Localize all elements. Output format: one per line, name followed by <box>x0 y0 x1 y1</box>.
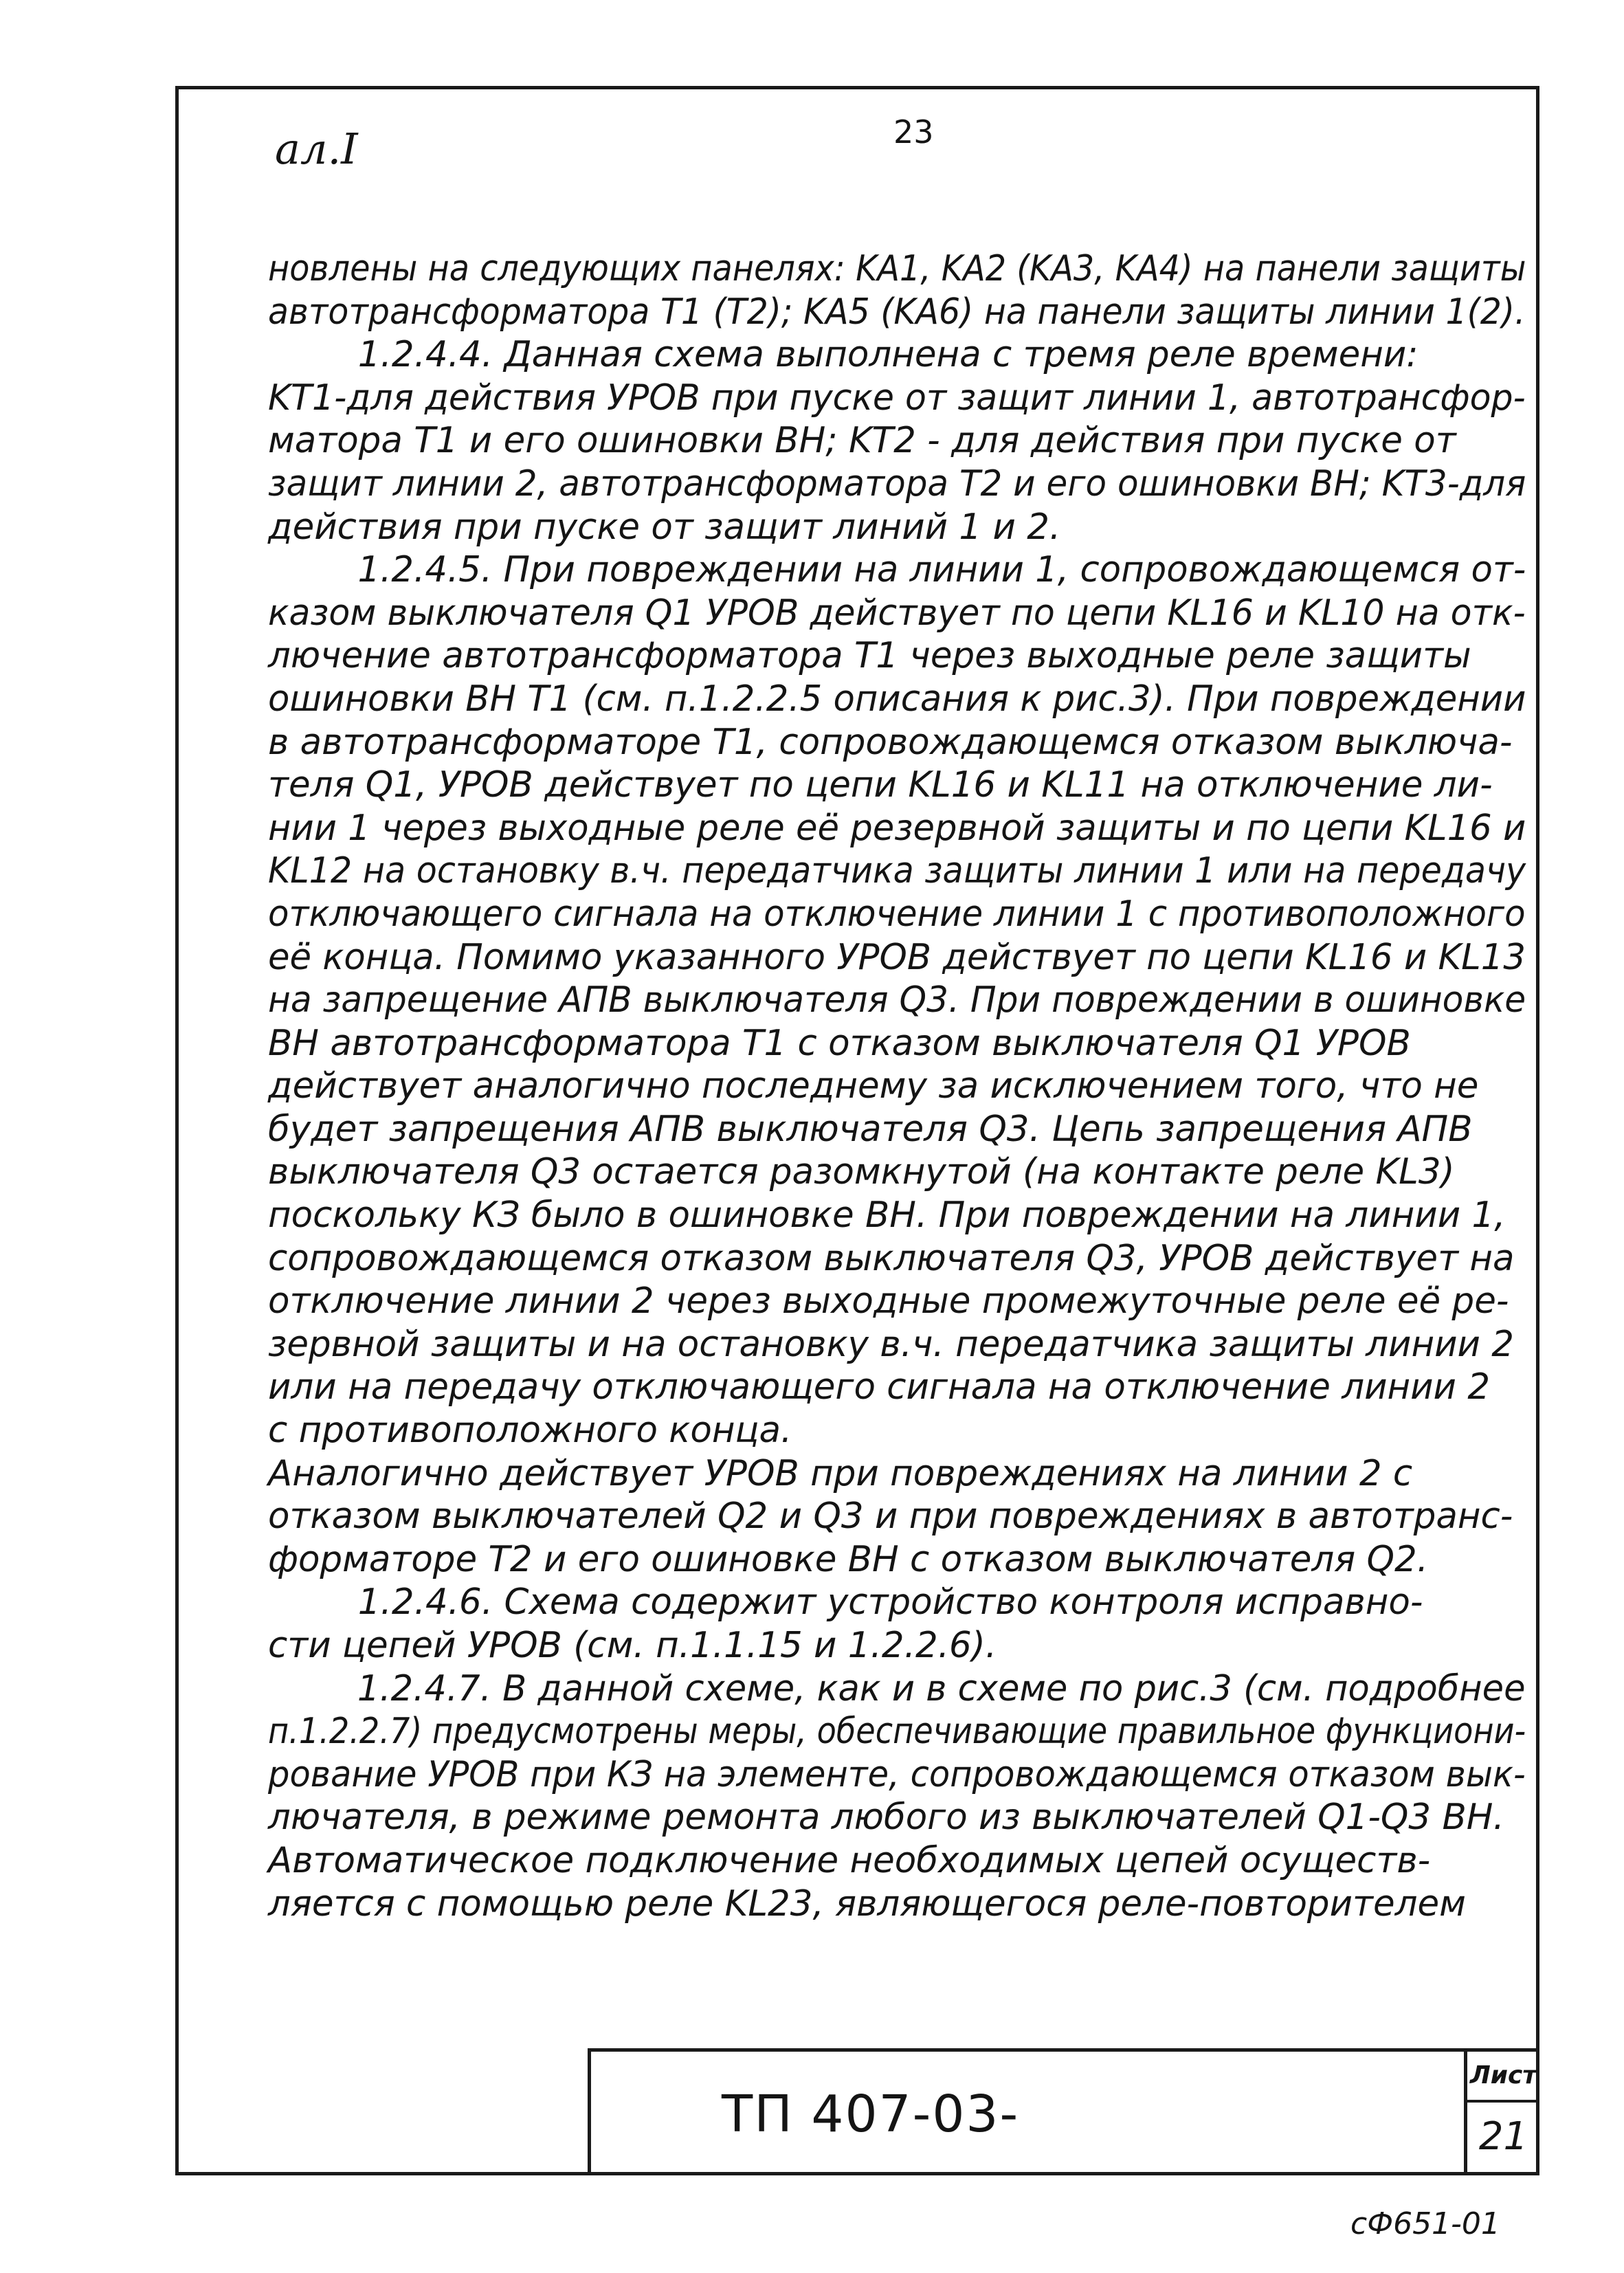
text-line: действует аналогично последнему за исключением того, что не <box>268 1065 1479 1107</box>
text-line: форматоре T2 и его ошиновке ВН с отказом выключателя Q2. <box>268 1538 1429 1580</box>
text-line: лючателя, в режиме ремонта любого из выключателей Q1-Q3 ВН. <box>268 1797 1504 1839</box>
text-line: будет запрещения АПВ выключателя Q3. Цепь запрещения АПВ <box>268 1108 1473 1150</box>
text-line: отключение линии 2 через выходные промежуточные реле её ре- <box>268 1280 1509 1322</box>
text-line: на запрещение АПВ выключателя Q3. При повреждении в ошиновке <box>268 979 1526 1021</box>
text-line: сти цепей УРОВ (см. п.1.1.15 и 1.2.2.6). <box>268 1625 997 1666</box>
text-line: отключающего сигнала на отключение линии 1 с противоположного <box>268 893 1526 935</box>
text-line: ляется с помощью реле KL23, являющегося реле-повторителем <box>268 1883 1466 1925</box>
text-line: теля Q1, УРОВ действует по цепи KL16 и KL11 на отключение ли- <box>268 764 1493 806</box>
sheet-label: Лист <box>1467 2052 1539 2103</box>
text-line: Аналогично действует УРОВ при повреждениях на линии 2 с <box>268 1452 1413 1494</box>
text-line: отказом выключателей Q2 и Q3 и при повреждениях в автотранс- <box>268 1496 1513 1538</box>
body-text <box>268 247 1539 1925</box>
text-line: новлены на следующих панелях: KA1, KA2 (KA3, KA4) на панели защиты <box>268 248 1526 289</box>
text-line: её конца. Помимо указанного УРОВ действует по цепи KL16 и KL13 <box>268 936 1526 978</box>
text-line: зервной защиты и на остановку в.ч. передатчика защиты линии 2 <box>268 1323 1515 1365</box>
text-line: 1.2.4.4. Данная схема выполнена с тремя реле времени: <box>268 334 1419 376</box>
text-line: Автоматическое подключение необходимых цепей осуществ- <box>268 1839 1431 1881</box>
text-line: ВН автотрансформатора T1 с отказом выключателя Q1 УРОВ <box>268 1022 1411 1064</box>
text-line: казом выключателя Q1 УРОВ действует по цепи KL16 и KL10 на отк- <box>268 592 1526 634</box>
sheet-cell <box>1464 2052 1539 2175</box>
corner-mark: ал.I <box>275 124 358 174</box>
text-line: нии 1 через выходные реле её резервной защиты и по цепи KL16 и <box>268 807 1526 849</box>
archive-number: сФ651-01 <box>1350 2206 1500 2241</box>
text-line: с противоположного конца. <box>268 1410 792 1452</box>
text-line: KT1-для действия УРОВ при пуске от защит линии 1, автотрансфор- <box>268 377 1526 419</box>
text-line: выключателя Q3 остается разомкнутой (на контакте реле KL3) <box>268 1151 1455 1193</box>
text-line: 1.2.4.7. В данной схеме, как и в схеме по рис.3 (см. подробнее <box>268 1667 1526 1709</box>
text-line: в автотрансформаторе T1, сопровождающемся отказом выключа- <box>268 721 1513 763</box>
text-line: KL12 на остановку в.ч. передатчика защиты линии 1 или на передачу <box>268 850 1526 892</box>
text-line: или на передачу отключающего сигнала на отключение линии 2 <box>268 1366 1491 1408</box>
text-line: рование УРОВ при КЗ на элементе, сопровождающемся отказом вык- <box>268 1753 1526 1795</box>
sheet-number: 21 <box>1478 2114 1528 2159</box>
text-line: 1.2.4.5. При повреждении на линии 1, сопровождающемся от- <box>268 549 1526 591</box>
title-block <box>588 2048 1539 2175</box>
text-line: п.1.2.2.7) предусмотрены меры, обеспечивающие правильное функциони- <box>268 1711 1526 1753</box>
text-line: автотрансформатора T1 (T2); KA5 (KA6) на панели защиты линии 1(2). <box>268 291 1526 333</box>
text-line: действия при пуске от защит линий 1 и 2. <box>268 506 1061 548</box>
text-line: лючение автотрансформатора T1 через выходные реле защиты <box>268 635 1471 677</box>
text-line: ошиновки ВН T1 (см. п.1.2.2.5 описания к рис.3). При повреждении <box>268 678 1526 720</box>
text-line: матора T1 и его ошиновки ВН; KT2 - для действия при пуске от <box>268 420 1456 462</box>
document-code: ТП 407-03- <box>722 2085 1020 2144</box>
text-line: 1.2.4.6. Схема содержит устройство контроля исправно- <box>268 1582 1423 1623</box>
page-number: 23 <box>893 113 934 151</box>
text-line: защит линии 2, автотрансформатора T2 и его ошиновки ВН; KT3-для <box>268 463 1526 505</box>
text-line: поскольку КЗ было в ошиновке ВН. При повреждении на линии 1, <box>268 1195 1506 1237</box>
text-line: сопровождающемся отказом выключателя Q3, УРОВ действует на <box>268 1237 1515 1279</box>
